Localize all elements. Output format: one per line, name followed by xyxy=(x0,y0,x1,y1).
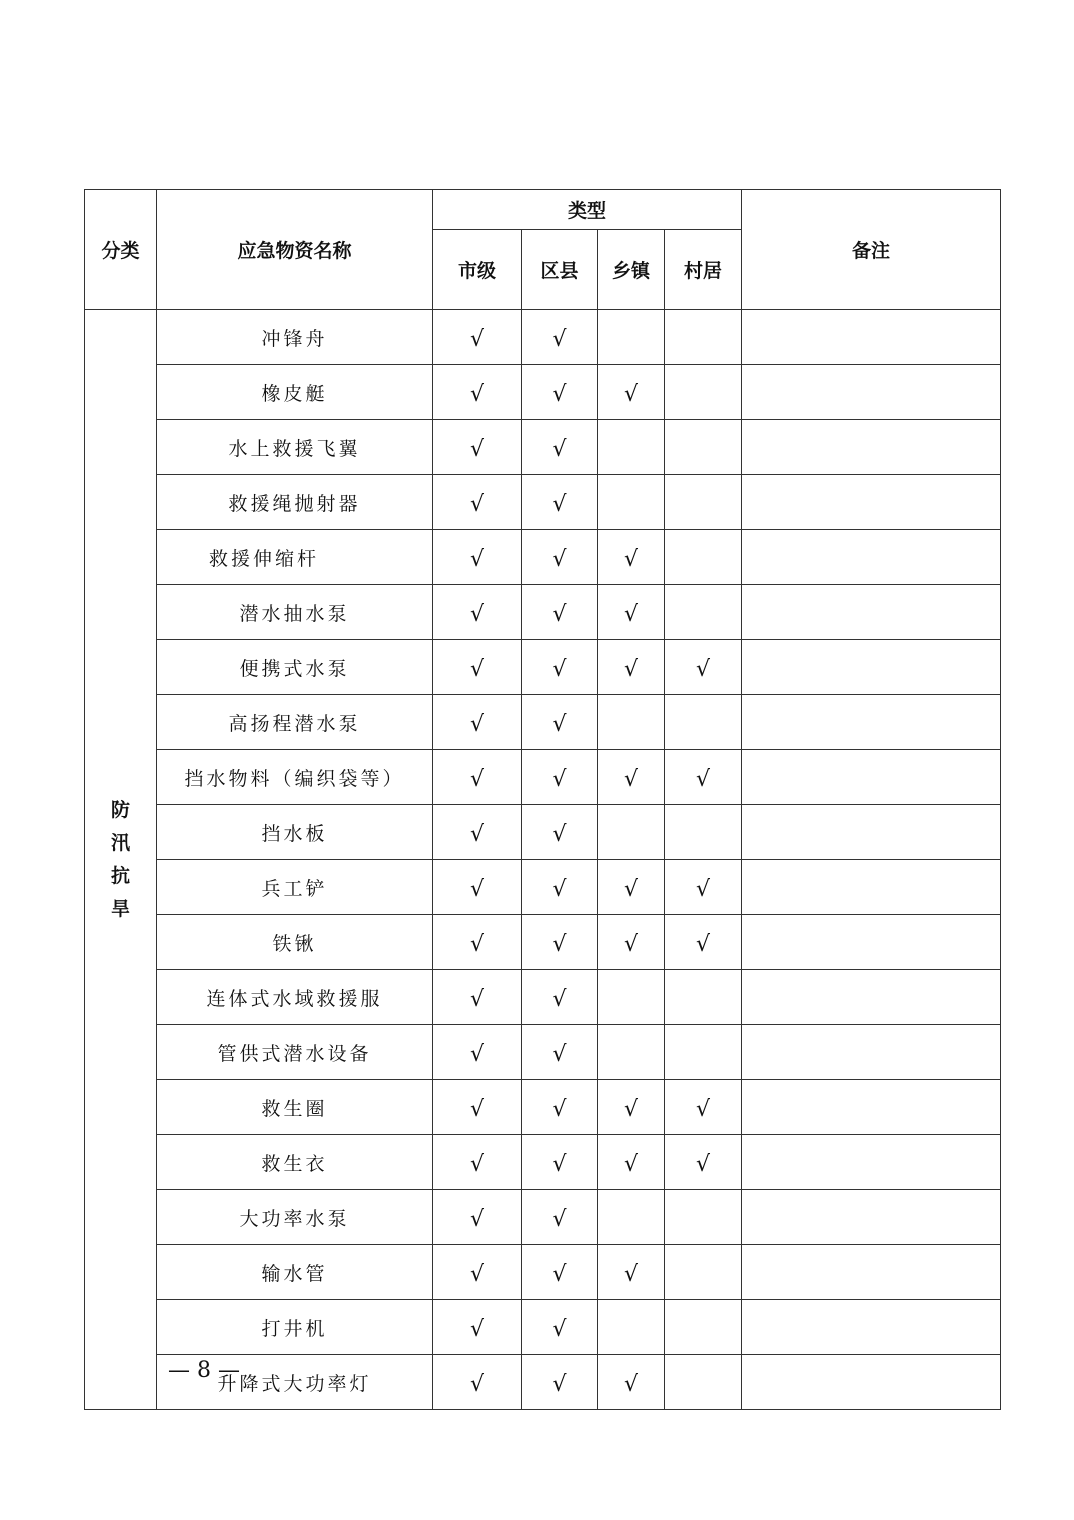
remark-cell xyxy=(742,640,1001,695)
header-type-group: 类型 xyxy=(433,190,742,230)
item-name: 升降式大功率灯 xyxy=(157,1355,433,1410)
check-village: √ xyxy=(665,750,742,805)
item-name: 挡水物料（编织袋等） xyxy=(157,750,433,805)
check-county: √ xyxy=(522,365,598,420)
item-name: 救生圈 xyxy=(157,1080,433,1135)
remark-cell xyxy=(742,530,1001,585)
remark-cell xyxy=(742,915,1001,970)
check-city: √ xyxy=(433,695,522,750)
check-town: √ xyxy=(598,640,665,695)
remark-cell xyxy=(742,1025,1001,1080)
table-row xyxy=(85,365,1001,420)
remark-cell xyxy=(742,695,1001,750)
check-village: √ xyxy=(665,860,742,915)
supplies-table xyxy=(84,189,1001,1410)
check-city: √ xyxy=(433,860,522,915)
check-county: √ xyxy=(522,1135,598,1190)
check-village: √ xyxy=(665,1080,742,1135)
table-row xyxy=(85,1080,1001,1135)
check-city: √ xyxy=(433,1135,522,1190)
item-name: 橡皮艇 xyxy=(157,365,433,420)
check-county: √ xyxy=(522,1025,598,1080)
check-city: √ xyxy=(433,805,522,860)
table-row xyxy=(85,585,1001,640)
check-town: √ xyxy=(598,915,665,970)
check-village xyxy=(665,1245,742,1300)
item-name: 水上救援飞翼 xyxy=(157,420,433,475)
item-name: 连体式水域救援服 xyxy=(157,970,433,1025)
check-county: √ xyxy=(522,310,598,365)
header-level-county: 区县 xyxy=(522,230,598,310)
item-name: 救援绳抛射器 xyxy=(157,475,433,530)
check-city: √ xyxy=(433,1190,522,1245)
header-remarks: 备注 xyxy=(742,190,1001,310)
check-town: √ xyxy=(598,1245,665,1300)
check-city: √ xyxy=(433,310,522,365)
item-name: 打井机 xyxy=(157,1300,433,1355)
check-village xyxy=(665,530,742,585)
check-city: √ xyxy=(433,585,522,640)
item-name: 潜水抽水泵 xyxy=(157,585,433,640)
table-row xyxy=(85,475,1001,530)
check-county: √ xyxy=(522,1080,598,1135)
check-village xyxy=(665,1300,742,1355)
table-row xyxy=(85,970,1001,1025)
check-city: √ xyxy=(433,750,522,805)
item-name: 救援伸缩杆 xyxy=(157,530,433,585)
category-char: 防 xyxy=(110,798,130,821)
check-town: √ xyxy=(598,365,665,420)
header-name: 应急物资名称 xyxy=(157,190,433,310)
check-town: √ xyxy=(598,1355,665,1410)
check-city: √ xyxy=(433,1080,522,1135)
remark-cell xyxy=(742,1355,1001,1410)
table-row xyxy=(85,1135,1001,1190)
check-town xyxy=(598,310,665,365)
remark-cell xyxy=(742,1300,1001,1355)
table-row xyxy=(85,915,1001,970)
check-county: √ xyxy=(522,1245,598,1300)
remark-cell xyxy=(742,1190,1001,1245)
check-city: √ xyxy=(433,1300,522,1355)
check-village xyxy=(665,310,742,365)
check-city: √ xyxy=(433,420,522,475)
check-town xyxy=(598,970,665,1025)
table-row xyxy=(85,1300,1001,1355)
remark-cell xyxy=(742,1080,1001,1135)
item-name: 救生衣 xyxy=(157,1135,433,1190)
remark-cell xyxy=(742,420,1001,475)
item-name: 挡水板 xyxy=(157,805,433,860)
item-name: 输水管 xyxy=(157,1245,433,1300)
table-row xyxy=(85,1245,1001,1300)
check-city: √ xyxy=(433,970,522,1025)
remark-cell xyxy=(742,860,1001,915)
remark-cell xyxy=(742,750,1001,805)
table-row xyxy=(85,640,1001,695)
item-name: 兵工铲 xyxy=(157,860,433,915)
table-row xyxy=(85,420,1001,475)
check-village xyxy=(665,970,742,1025)
category-cell xyxy=(85,310,157,1410)
page-number: — 8 — xyxy=(168,1358,240,1383)
remark-cell xyxy=(742,585,1001,640)
table-row xyxy=(85,805,1001,860)
check-town: √ xyxy=(598,1080,665,1135)
remark-cell xyxy=(742,1135,1001,1190)
check-village: √ xyxy=(665,640,742,695)
table-row xyxy=(85,1025,1001,1080)
header-level-village: 村居 xyxy=(665,230,742,310)
item-name: 冲锋舟 xyxy=(157,310,433,365)
check-county: √ xyxy=(522,1190,598,1245)
check-city: √ xyxy=(433,1355,522,1410)
check-county: √ xyxy=(522,970,598,1025)
check-county: √ xyxy=(522,585,598,640)
check-town xyxy=(598,420,665,475)
table-row xyxy=(85,1190,1001,1245)
category-char: 汛 xyxy=(110,831,130,854)
check-county: √ xyxy=(522,1300,598,1355)
check-county: √ xyxy=(522,530,598,585)
check-county: √ xyxy=(522,805,598,860)
check-village xyxy=(665,805,742,860)
check-town: √ xyxy=(598,585,665,640)
check-county: √ xyxy=(522,860,598,915)
check-city: √ xyxy=(433,1245,522,1300)
table-row xyxy=(85,530,1001,585)
check-village xyxy=(665,1355,742,1410)
remark-cell xyxy=(742,310,1001,365)
table-row xyxy=(85,860,1001,915)
check-town: √ xyxy=(598,530,665,585)
table-body xyxy=(85,310,1001,1410)
item-name: 大功率水泵 xyxy=(157,1190,433,1245)
remark-cell xyxy=(742,365,1001,420)
item-name: 高扬程潜水泵 xyxy=(157,695,433,750)
check-county: √ xyxy=(522,640,598,695)
check-town xyxy=(598,475,665,530)
check-town xyxy=(598,805,665,860)
check-village: √ xyxy=(665,915,742,970)
check-town xyxy=(598,1300,665,1355)
check-county: √ xyxy=(522,1355,598,1410)
check-town xyxy=(598,1190,665,1245)
check-city: √ xyxy=(433,365,522,420)
check-village xyxy=(665,420,742,475)
check-village xyxy=(665,585,742,640)
check-town: √ xyxy=(598,750,665,805)
check-county: √ xyxy=(522,475,598,530)
table-row xyxy=(85,695,1001,750)
check-city: √ xyxy=(433,475,522,530)
header-level-city: 市级 xyxy=(433,230,522,310)
check-village xyxy=(665,1025,742,1080)
check-town: √ xyxy=(598,1135,665,1190)
check-city: √ xyxy=(433,640,522,695)
remark-cell xyxy=(742,1245,1001,1300)
check-county: √ xyxy=(522,750,598,805)
check-village xyxy=(665,1190,742,1245)
check-county: √ xyxy=(522,695,598,750)
remark-cell xyxy=(742,805,1001,860)
item-name: 便携式水泵 xyxy=(157,640,433,695)
check-city: √ xyxy=(433,530,522,585)
check-town: √ xyxy=(598,860,665,915)
check-city: √ xyxy=(433,1025,522,1080)
item-name: 管供式潜水设备 xyxy=(157,1025,433,1080)
check-county: √ xyxy=(522,915,598,970)
category-char: 旱 xyxy=(110,897,130,920)
check-village xyxy=(665,365,742,420)
check-town xyxy=(598,695,665,750)
header-level-town: 乡镇 xyxy=(598,230,665,310)
table-row xyxy=(85,310,1001,365)
remark-cell xyxy=(742,970,1001,1025)
item-name: 铁锹 xyxy=(157,915,433,970)
check-village xyxy=(665,475,742,530)
remark-cell xyxy=(742,475,1001,530)
header-category: 分类 xyxy=(85,190,157,310)
check-village xyxy=(665,695,742,750)
table-row xyxy=(85,750,1001,805)
check-county: √ xyxy=(522,420,598,475)
category-char: 抗 xyxy=(110,864,130,887)
check-village: √ xyxy=(665,1135,742,1190)
check-town xyxy=(598,1025,665,1080)
check-city: √ xyxy=(433,915,522,970)
